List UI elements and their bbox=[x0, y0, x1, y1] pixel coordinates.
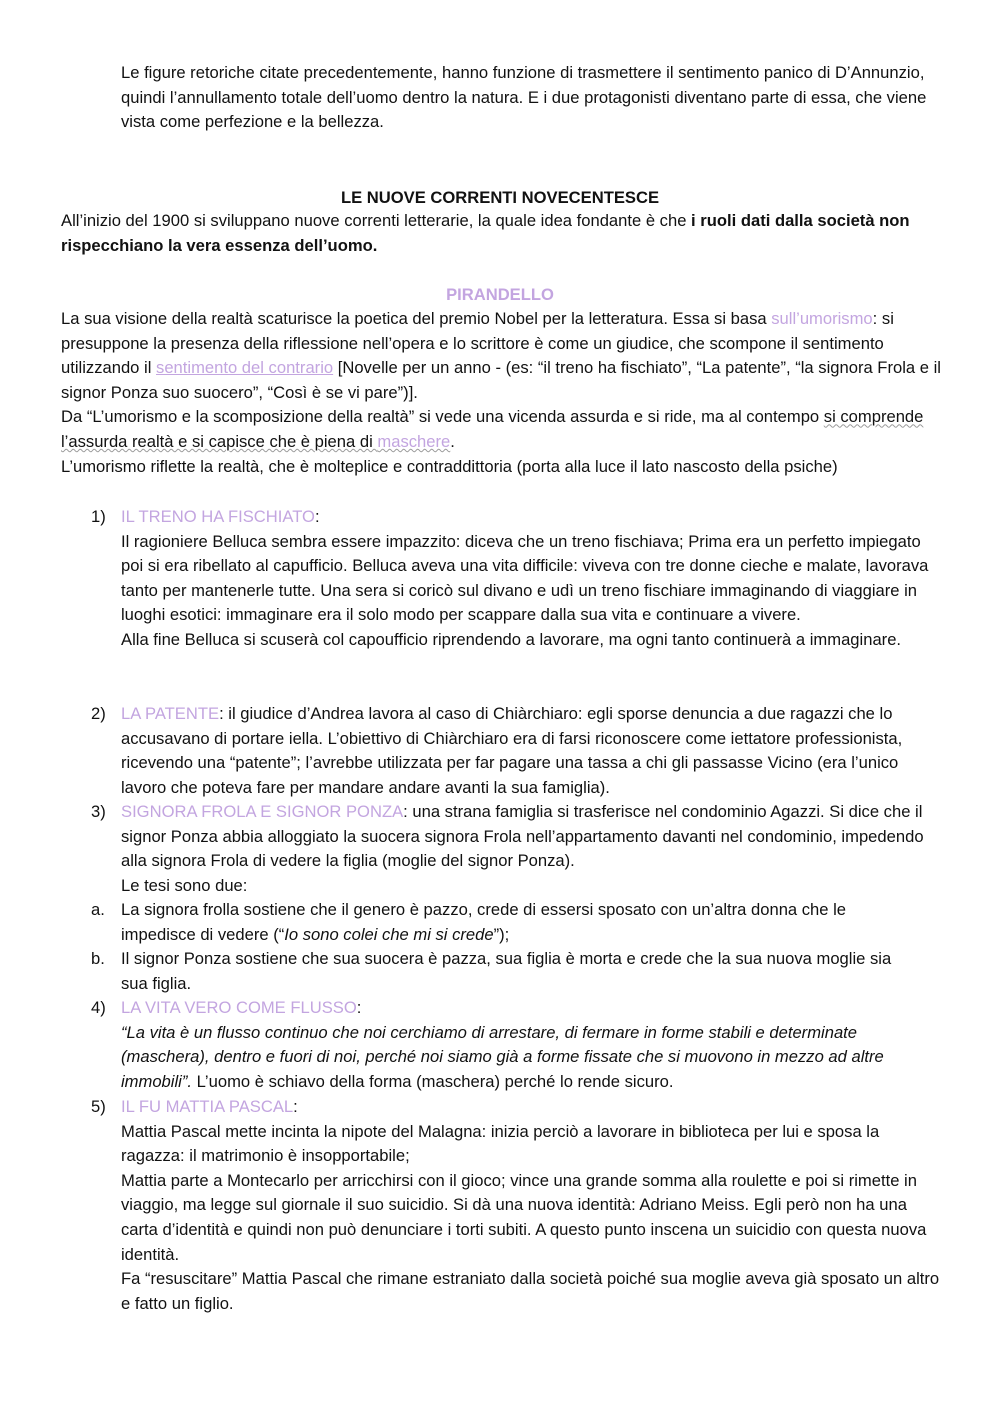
list-number: 2) bbox=[91, 704, 106, 723]
p1-text-a: La sua visione della realtà scaturisce la poetica del premio Nobel per la letteratura. Essa si basa bbox=[61, 309, 772, 328]
item-paragraph: Fa “resuscitare” Mattia Pascal che rimane estraniato dalla società poiché sua moglie aveva già sposato un altro e fatto un figlio. bbox=[121, 1269, 940, 1313]
sublist-text-b: ”); bbox=[493, 924, 510, 944]
list-number: 4) bbox=[91, 998, 106, 1017]
section-title-pirandello: PIRANDELLO bbox=[446, 285, 554, 304]
sublist-text: Il signor Ponza sostiene che sua suocera è pazza, sua figlia è morta e crede che la sua nuova moglie sia sua figlia. bbox=[121, 949, 892, 993]
item-title-colon: : bbox=[314, 507, 320, 526]
item-title-frola-ponza[interactable]: SIGNORA FROLA E SIGNOR PONZA bbox=[121, 802, 404, 821]
item-paragraph: Il ragioniere Belluca sembra essere impazzito: diceva che un treno fischiava; Prima era un perfetto impiegato poi si era ribellato al capufficio. Belluca aveva una vita difficile: viveva con tre donne cieche e malate, lavorava tanto per mantenerle tutte. Una sera si coricò sul divano e udì un treno fischiare immaginando di viaggiare in luoghi esotici: immaginare era il solo modo per scappare dalla sua vita e continuare a vivere. bbox=[121, 531, 929, 625]
pirandello-paragraph-3: L’umorismo riflette la realtà, che è molteplice e contraddittoria (porta alla luce il lato nascosto della psiche) bbox=[61, 456, 838, 476]
link-sentimento-del-contrario[interactable]: sentimento del contrario bbox=[156, 358, 334, 378]
item-quote: “La vita è un flusso continuo che noi cerchiamo di arrestare, di fermare in forme stabili e determinate (maschera), dentro e fuori di noi, perché noi siamo già a forme fissate che si muovono in mezzo ad altre immobili”. bbox=[121, 1022, 884, 1091]
section1-paragraph bbox=[61, 209, 941, 258]
section-title-nuove-correnti: LE NUOVE CORRENTI NOVECENTESCE bbox=[340, 188, 660, 207]
list-number: 1) bbox=[91, 507, 106, 526]
section1-text: All’inizio del 1900 si sviluppano nuove correnti letterarie, la quale idea fondante è che bbox=[61, 211, 692, 230]
sublist-letter: a. bbox=[91, 900, 105, 919]
item-title-vita-flusso[interactable]: LA VITA VERO COME FLUSSO bbox=[121, 998, 357, 1017]
item-paragraph: Alla fine Belluca si scuserà col capoufficio riprendendo a lavorare, ma ogni tanto continuerà a immaginare. bbox=[121, 629, 902, 649]
section1-bold-text: i ruoli dati dalla società non rispecchiano la vera essenza dell’uomo. bbox=[61, 211, 910, 255]
pirandello-paragraphs bbox=[61, 307, 941, 479]
p2-text-a: Da “L’umorismo e la scomposizione della realtà” si vede una vicenda assurda e si ride, ma al contempo bbox=[61, 407, 824, 427]
item-text: : una strana famiglia si trasferisce nel condominio Agazzi. Si dice che il signor Ponza abbia alloggiato la suocera signora Frola nell’appartamento davanti nel condominio, impedendo alla signora Frola di vedere la figlia (moglie del signor Ponza). bbox=[121, 802, 924, 871]
list-item-body bbox=[121, 1095, 941, 1316]
item-title-treno[interactable]: IL TRENO HA FISCHIATO bbox=[121, 507, 315, 526]
sublist-text bbox=[121, 898, 911, 947]
link-maschere[interactable]: maschere bbox=[377, 431, 451, 451]
p2-end: . bbox=[450, 431, 455, 451]
p2-underlined-text: si comprende l’assurda realtà e si capisce che è piena di bbox=[61, 407, 924, 451]
item-title-patente[interactable]: LA PATENTE bbox=[121, 704, 220, 723]
sublist-text-a: La signora frolla sostiene che il genero è pazzo, crede di essersi sposato con un’altra donna che le impedisce di vedere (“ bbox=[121, 900, 847, 944]
item-title-colon: : bbox=[293, 1097, 298, 1116]
list-number: 3) bbox=[91, 802, 106, 821]
item-text: L’uomo è schiavo della forma (maschera) perché lo rende sicuro. bbox=[192, 1071, 674, 1091]
item-paragraph: Mattia parte a Montecarlo per arricchirsi con il gioco; vince una grande somma alla roulette e poi si rimette in viaggio, ma legge sul giornale il suo suicidio. Si dà una nuova identità: Adriano Meiss. Egli però non ha una carta d’identità e quindi non può denunciare i torti subiti. A questo punto inscena un suicidio con questa nuova identità. bbox=[121, 1170, 927, 1264]
list-item-body bbox=[121, 702, 941, 800]
list-number: 5) bbox=[91, 1097, 106, 1116]
sublist-quote: Io sono colei che mi si crede bbox=[284, 924, 494, 944]
link-umorismo[interactable]: sull’umorismo bbox=[771, 309, 873, 328]
item-text: : il giudice d’Andrea lavora al caso di Chiàrchiaro: egli sporse denuncia a due ragazzi che lo accusavano di portare iella. L’obiettivo di Chiàrchiaro era di farsi riconoscere come iettatore professionista, ricevendo una “patente”; l’avrebbe utilizzata per far pagare una tassa a chi gli passasse Vicino (era l’unico lavoro che poteva fare per mandare andare avanti la sua famiglia). bbox=[121, 704, 903, 797]
p1-text-b: : si presuppone la presenza della riflessione nell’opera e lo scrittore è come un giudice, che scompone il sentimento utilizzando il bbox=[61, 309, 894, 378]
item-paragraph: Le tesi sono due: bbox=[121, 875, 248, 895]
list-item-body bbox=[121, 800, 941, 898]
intro-text: Le figure retoriche citate precedentemente, hanno funzione di trasmettere il sentimento panico di D’Annunzio, quindi l’annullamento totale dell’uomo dentro la natura. E i due protagonisti diventano parte di essa, che viene vista come perfezione e la bellezza. bbox=[121, 63, 927, 132]
pirandello-paragraph-1 bbox=[61, 307, 941, 405]
item-title-colon: : bbox=[356, 998, 362, 1017]
list-item-body bbox=[121, 505, 941, 653]
item-title-mattia-pascal[interactable]: IL FU MATTIA PASCAL bbox=[121, 1097, 294, 1116]
item-paragraph: Mattia Pascal mette incinta la nipote del Malagna: inizia perciò a lavorare in biblioteca per lui e sposa la ragazza: il matrimonio è insopportabile; bbox=[121, 1121, 880, 1166]
sublist-letter: b. bbox=[91, 949, 105, 968]
list-item-body bbox=[121, 996, 941, 1094]
pirandello-paragraph-2 bbox=[61, 405, 941, 454]
intro-paragraph bbox=[121, 61, 941, 135]
p1-text-c: [Novelle per un anno - (es: “il treno ha fischiato”, “La patente”, “la signora Frola e il signor Ponza suo suocero”, “Così è se vi pare”)]. bbox=[61, 358, 941, 402]
